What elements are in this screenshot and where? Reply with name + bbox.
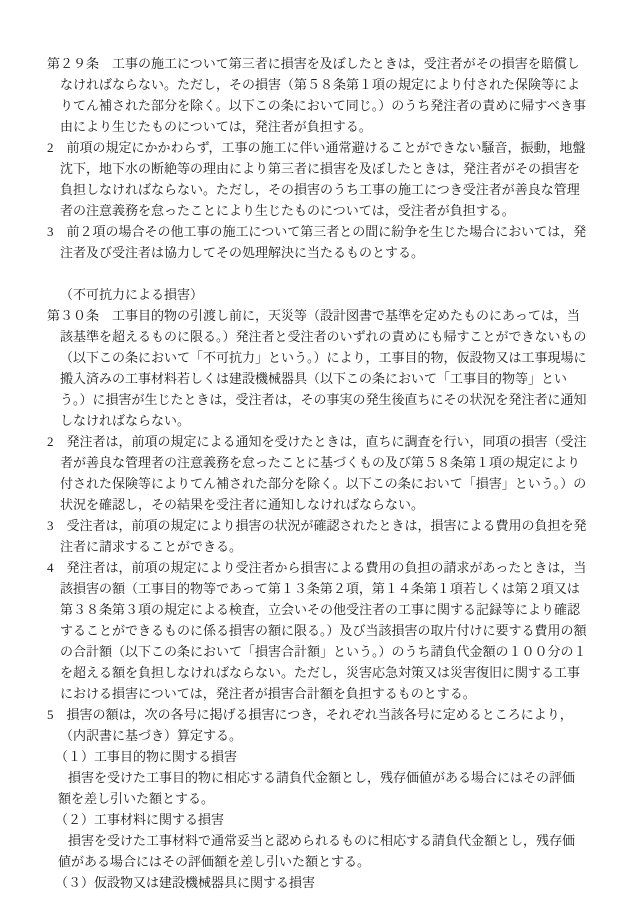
article-30-paragraph-5: 5 損害の額は，次の各号に掲げる損害につき，それぞれ当該各号に定めるところにより，（内訳書に基づき）算定する。 bbox=[47, 707, 573, 743]
article-30-section-heading: （不可抗力による損害） bbox=[60, 287, 204, 302]
document-body bbox=[47, 53, 587, 893]
list-item-2-label: （２）工事材料に関する損害 bbox=[55, 812, 225, 827]
article-29-paragraph-3: 3 前２項の場合その他工事の施工について第三者との間に紛争を生じた場合においては，発注者及び受注者は協力してその処理解決に当たるものとする。 bbox=[47, 224, 587, 260]
list-item-1-body: 損害を受けた工事目的物に相応する請負代金額とし，残存価値がある場合にはその評価額を差し引いた額とする。 bbox=[58, 770, 576, 806]
article-30-paragraph-3: 3 受注者は，前項の規定により損害の状況が確認されたときは，損害による費用の負担を発注者に請求することができる。 bbox=[47, 518, 587, 554]
article-30-paragraph-2: 2 発注者は，前項の規定による通知を受けたときは，直ちに調査を行い，同項の損害（受注者が善良な管理者の注意義務を怠ったことに基づくもの及び第５８条第１項の規定により付された保険等によりてん補された部分を除く。以下この条において「損害」という。）の状況を確認し，その結果を受注者に通知しなければならない。 bbox=[47, 434, 587, 512]
article-30-paragraph-1: 第３０条 工事目的物の引渡し前に，天災等（設計図書で基準を定めたものにあっては，当該基準を超えるものに限る。）発注者と受注者のいずれの責めにも帰すことができないもの（以下この条において「不可抗力」という。）により，工事目的物，仮設物又は工事現場に搬入済みの工事材料若しくは建設機械器具（以下この条において「工事目的物等」という。）に損害が生じたときは，受注者は，その事実の発生後直ちにその状況を発注者に通知しなければならない。 bbox=[47, 308, 587, 428]
list-item-1-label: （１）工事目的物に関する損害 bbox=[55, 749, 238, 764]
article-29-paragraph-2: 2 前項の規定にかかわらず，工事の施工に伴い通常避けることができない騒音，振動，地盤沈下，地下水の断絶等の理由により第三者に損害を及ぼしたときは，発注者がその損害を負担しなければならない。ただし，その損害のうち工事の施工につき受注者が善良な管理者の注意義務を怠ったことにより生じたものについては，受注者が負担する。 bbox=[47, 140, 586, 218]
list-item-3-label: （３）仮設物又は建設機械器具に関する損害 bbox=[55, 875, 316, 890]
article-30-paragraph-4: 4 発注者は，前項の規定により受注者から損害による費用の負担の請求があったときは，当該損害の額（工事目的物等であって第１３条第２項，第１４条第１項若しくは第２項又は第３８条第３項の規定による検査，立会いその他受注者の工事に関する記録等により確認することができるものに係る損害の額に限る。）及び当該損害の取片付けに要する費用の額の合計額（以下この条において「損害合計額」という。）のうち請負代金額の１００分の１を超える額を負担しなければならない。ただし，災害応急対策又は災害復旧に関する工事における損害については，発注者が損害合計額を負担するものとする。 bbox=[47, 560, 587, 701]
article-29-paragraph-1: 第２９条 工事の施工について第三者に損害を及ぼしたときは，受注者がその損害を賠償しなければならない。ただし，その損害（第５８条第１項の規定により付された保険等によりてん補された部分を除く。以下この条において同じ。）のうち発注者の責めに帰すべき事由により生じたものについては，発注者が負担する。 bbox=[47, 56, 586, 134]
list-item-2-body: 損害を受けた工事材料で通常妥当と認められるものに相応する請負代金額とし，残存価値がある場合にはその評価額を差し引いた額とする。 bbox=[58, 833, 576, 869]
